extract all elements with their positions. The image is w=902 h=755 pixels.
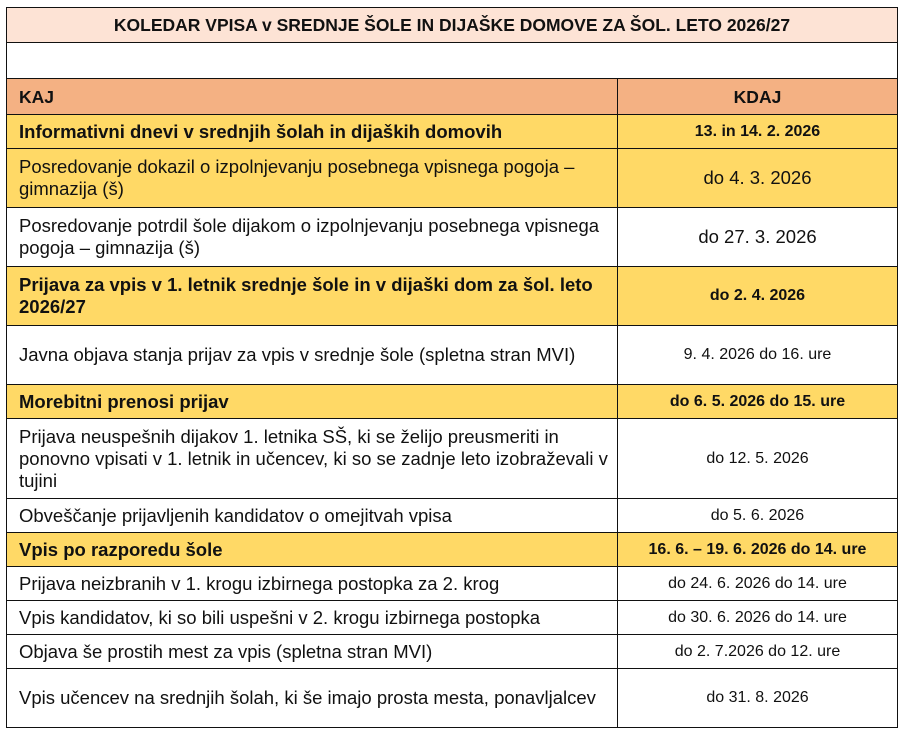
row-date: do 6. 5. 2026 do 15. ure	[618, 385, 898, 419]
table-row	[7, 208, 898, 267]
row-activity: Vpis kandidatov, ki so bili uspešni v 2. krogu izbirnega postopka	[7, 601, 618, 635]
blank-cell	[7, 43, 898, 79]
row-activity: Javna objava stanja prijav za vpis v srednje šole (spletna stran MVI)	[7, 326, 618, 385]
row-date: do 2. 4. 2026	[618, 267, 898, 326]
row-activity: Posredovanje dokazil o izpolnjevanju posebnega vpisnega pogoja – gimnazija (š)	[7, 149, 618, 208]
row-date: do 12. 5. 2026	[618, 419, 898, 499]
row-date: do 30. 6. 2026 do 14. ure	[618, 601, 898, 635]
row-activity: Posredovanje potrdil šole dijakom o izpolnjevanju posebnega vpisnega pogoja – gimnazija (š)	[7, 208, 618, 267]
table-row	[7, 499, 898, 533]
column-header-kdaj: KDAJ	[618, 79, 898, 115]
row-activity: Morebitni prenosi prijav	[7, 385, 618, 419]
table-row	[7, 419, 898, 499]
table-row	[7, 669, 898, 728]
column-header-kaj: KAJ	[7, 79, 618, 115]
table-row	[7, 267, 898, 326]
row-date: do 4. 3. 2026	[618, 149, 898, 208]
row-date: do 27. 3. 2026	[618, 208, 898, 267]
table-row	[7, 567, 898, 601]
table-row	[7, 115, 898, 149]
table-row	[7, 385, 898, 419]
row-activity: Prijava neuspešnih dijakov 1. letnika SŠ, ki se želijo preusmeriti in ponovno vpisati v 1. letnik in učencev, ki so se zadnje leto izobraževali v tujini	[7, 419, 618, 499]
row-activity: Vpis po razporedu šole	[7, 533, 618, 567]
blank-row	[7, 43, 898, 79]
row-date: 9. 4. 2026 do 16. ure	[618, 326, 898, 385]
table-row	[7, 635, 898, 669]
row-date: 16. 6. – 19. 6. 2026 do 14. ure	[618, 533, 898, 567]
row-activity: Informativni dnevi v srednjih šolah in dijaških domovih	[7, 115, 618, 149]
table-row	[7, 533, 898, 567]
enrollment-calendar-table	[6, 7, 898, 728]
table-row	[7, 601, 898, 635]
row-date: do 2. 7.2026 do 12. ure	[618, 635, 898, 669]
row-activity: Obveščanje prijavljenih kandidatov o omejitvah vpisa	[7, 499, 618, 533]
table-row	[7, 326, 898, 385]
row-date: do 5. 6. 2026	[618, 499, 898, 533]
table-row	[7, 149, 898, 208]
title-row	[7, 8, 898, 43]
calendar-title: KOLEDAR VPISA v SREDNJE ŠOLE IN DIJAŠKE DOMOVE ZA ŠOL. LETO 2026/27	[7, 8, 898, 43]
row-date: do 31. 8. 2026	[618, 669, 898, 728]
row-date: do 24. 6. 2026 do 14. ure	[618, 567, 898, 601]
row-activity: Objava še prostih mest za vpis (spletna stran MVI)	[7, 635, 618, 669]
header-row	[7, 79, 898, 115]
row-activity: Prijava za vpis v 1. letnik srednje šole in v dijaški dom za šol. leto 2026/27	[7, 267, 618, 326]
row-date: 13. in 14. 2. 2026	[618, 115, 898, 149]
row-activity: Vpis učencev na srednjih šolah, ki še imajo prosta mesta, ponavljalcev	[7, 669, 618, 728]
row-activity: Prijava neizbranih v 1. krogu izbirnega postopka za 2. krog	[7, 567, 618, 601]
